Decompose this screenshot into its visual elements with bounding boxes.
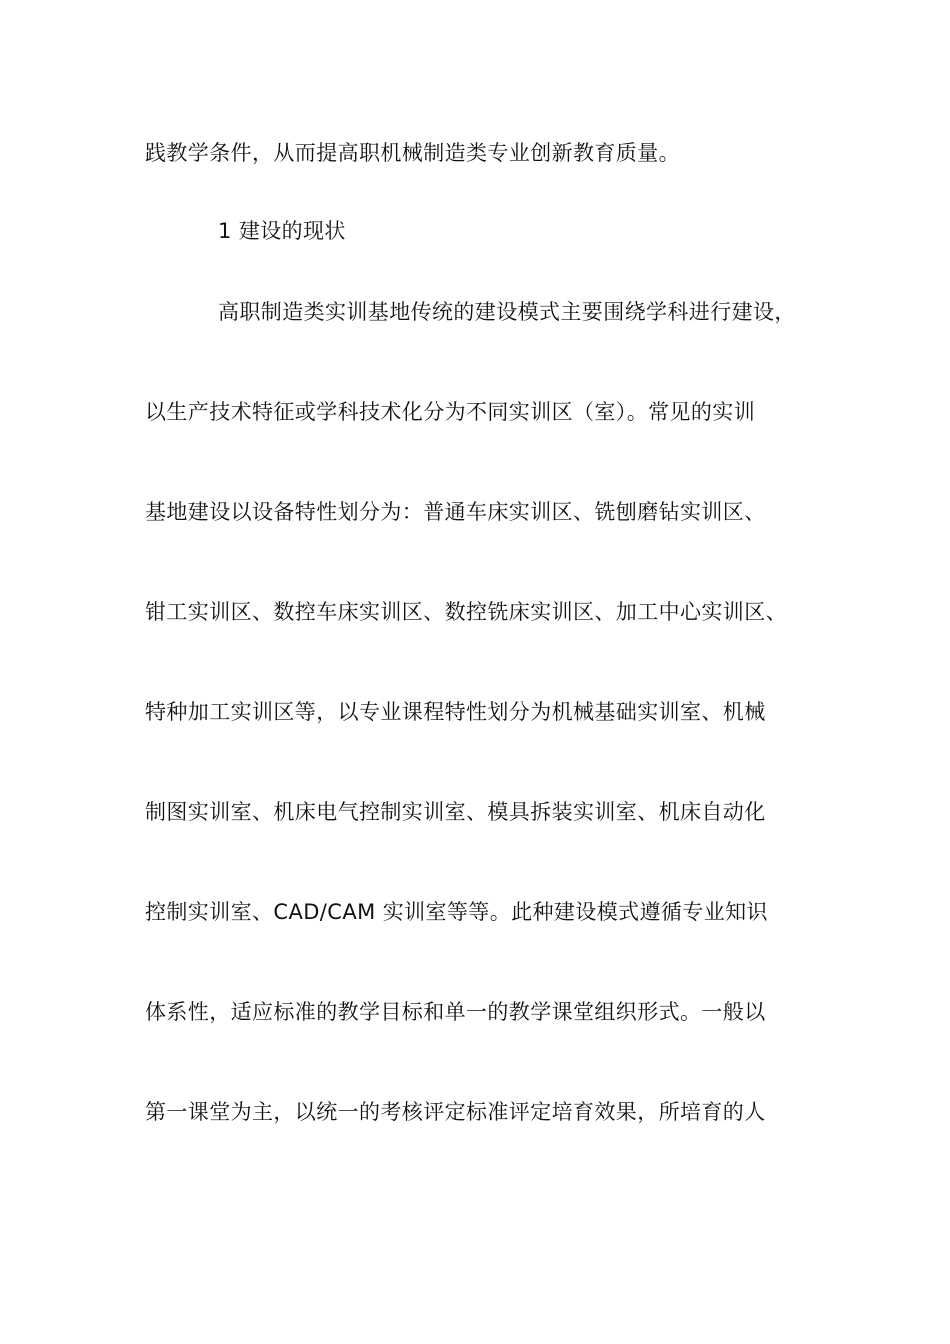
paragraph-line-2: 高职制造类实训基地传统的建设模式主要围绕学科进行建设， <box>218 300 796 324</box>
paragraph-line-4: 基地建设以设备特性划分为：普通车床实训区、铣刨磨钻实训区、 <box>145 500 766 524</box>
paragraph-line-3: 以生产技术特征或学科技术化分为不同实训区（室）。常见的实训 <box>145 400 756 424</box>
paragraph-line-6: 特种加工实训区等，以专业课程特性划分为机械基础实训室、机械 <box>145 700 766 724</box>
section-heading: 1 建设的现状 <box>218 219 346 243</box>
paragraph-line-5: 钳工实训区、数控车床实训区、数控铣床实训区、加工中心实训区、 <box>145 600 787 624</box>
paragraph-line-9: 体系性，适应标准的教学目标和单一的教学课堂组织形式。一般以 <box>145 1000 766 1024</box>
paragraph-line-1: 践教学条件，从而提高职机械制造类专业创新教育质量。 <box>145 141 680 165</box>
paragraph-line-10: 第一课堂为主，以统一的考核评定标准评定培育效果，所培育的人 <box>145 1100 766 1124</box>
paragraph-line-8: 控制实训室、CAD/CAM 实训室等等。此种建设模式遵循专业知识 <box>145 900 768 924</box>
paragraph-line-7: 制图实训室、机床电气控制实训室、模具拆装实训室、机床自动化 <box>145 800 766 824</box>
